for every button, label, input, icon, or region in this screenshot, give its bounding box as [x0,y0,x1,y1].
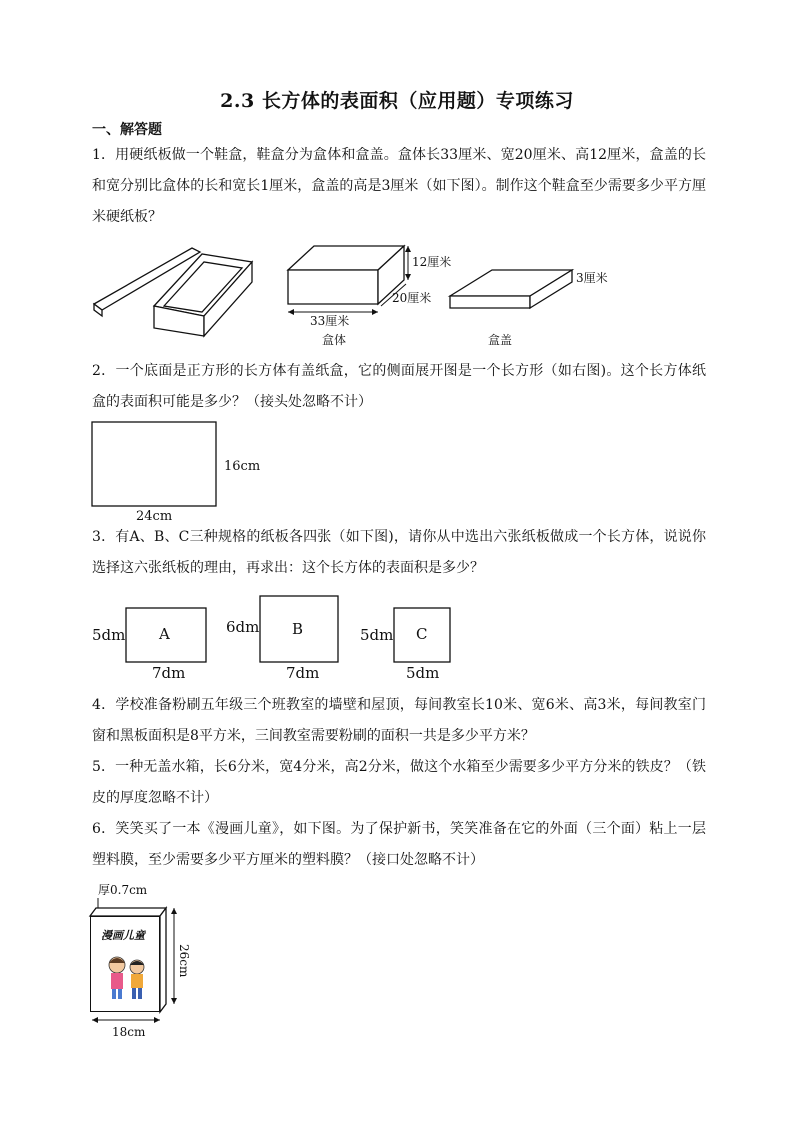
section-heading: 一、解答题 [92,122,162,138]
box-width-label: 20厘米 [392,291,432,305]
question-5 [92,752,706,814]
box-lid-figure [446,262,636,348]
question-1-text: 1．用硬纸板做一个鞋盒，鞋盒分为盒体和盒盖。盒体长33厘米、宽20厘米、高12厘米，盒盖的长和宽分别比盒体的长和宽长1厘米，盒盖的高是3厘米（如下图）。制作这个鞋盒至少需要多少平方厘米硬纸板？ [92,147,706,225]
question-6-text: 6．笑笑买了一本《漫画儿童》，如下图。为了保护新书，笑笑准备在它的外面（三个面）粘上一层塑料膜，至少需要多少平方厘米的塑料膜？（接口处忽略不计） [92,821,706,868]
book-width-label: 18cm [112,1025,146,1039]
lid-height-label: 3厘米 [576,271,608,285]
book-cover [90,916,160,1012]
box-lid-caption: 盒盖 [488,333,513,347]
board-a-bottom-label: 7dm [152,664,186,682]
box-body-figure [280,244,460,348]
question-6 [92,814,706,876]
rect-width-label: 24cm [136,509,173,524]
box-body-caption: 盒体 [322,333,347,347]
page-title: 2.3 长方体的表面积（应用题）专项练习 [220,90,574,112]
cardboard-boards-figure [92,594,492,684]
question-4 [92,690,706,752]
book-thickness-label: 厚0.7cm [98,883,148,897]
question-3 [92,522,706,584]
book-cover-title: 漫画儿童 [101,929,145,942]
board-c-bottom-label: 5dm [406,664,440,682]
question-5-text: 5．一种无盖水箱，长6分米，宽4分米，高2分米，做这个水箱至少需要多少平方分米的铁皮？（铁皮的厚度忽略不计） [92,759,706,806]
children-illustration [103,955,149,1003]
question-2 [92,356,706,418]
box-length-label: 33厘米 [310,314,350,328]
rect-height-label: 16cm [224,459,261,474]
board-b-side-label: 6dm [226,618,260,636]
shoebox-open-figure [92,246,252,342]
board-c-name: C [416,625,428,643]
question-1 [92,140,706,233]
board-b-name: B [292,620,304,638]
box-height-label: 12厘米 [412,255,452,269]
board-a-name: A [159,625,170,643]
book-height-label: 26cm [177,944,191,978]
board-c-side-label: 5dm [360,626,394,644]
question-2-text: 2．一个底面是正方形的长方体有盖纸盒，它的侧面展开图是一个长方形（如右图)。这个长方体纸盒的表面积可能是多少？（接头处忽略不计） [92,363,706,410]
side-unfold-rectangle-figure [92,420,272,524]
question-3-text: 3．有A、B、C三种规格的纸板各四张（如下图)，请你从中选出六张纸板做成一个长方体，说说你选择这六张纸板的理由，再求出：这个长方体的表面积是多少？ [92,529,706,576]
board-a-side-label: 5dm [92,626,126,644]
question-4-text: 4．学校准备粉刷五年级三个班教室的墙壁和屋顶，每间教室长10米、宽6米、高3米，每间教室门窗和黑板面积是8平方米，三间教室需要粉刷的面积一共是多少平方米？ [92,697,706,744]
board-b-bottom-label: 7dm [286,664,320,682]
